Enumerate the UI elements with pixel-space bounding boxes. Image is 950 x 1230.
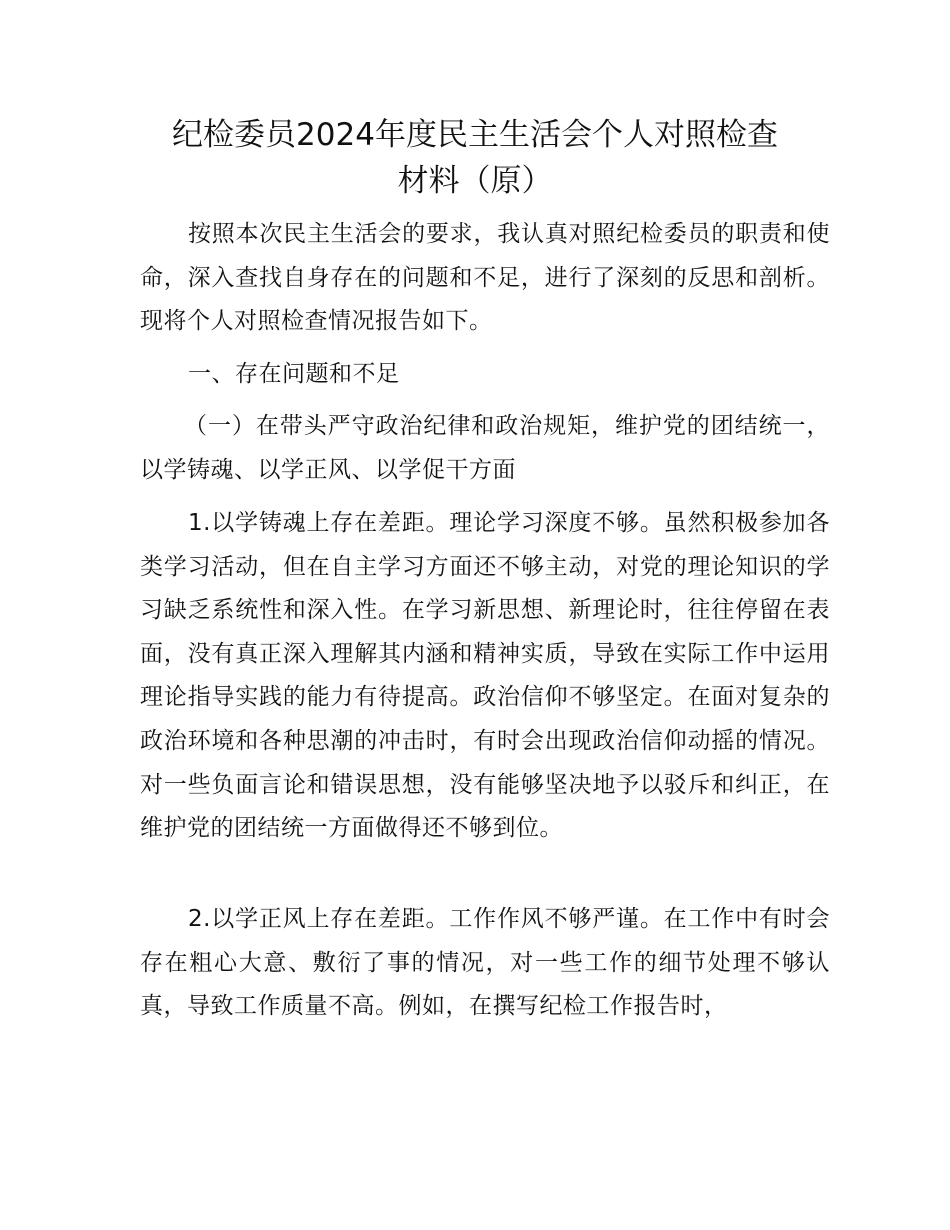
item-paragraph-2: 2.以学正风上存在差距。工作作风不够严谨。在工作中有时会存在粗心大意、敷衍了事的情况，对一些工作的细节处理不够认真，导致工作质量不高。例如，在撰写纪检工作报告时， <box>140 906 830 1020</box>
section-heading-1: 一、存在问题和不足 <box>188 361 400 387</box>
document-title <box>120 112 830 204</box>
document-title-line-1: 纪检委员2024年度民主生活会个人对照检查 <box>172 117 778 153</box>
subsection-heading-1: （一）在带头严守政治纪律和政治规矩，维护党的团结统一，以学铸魂、以学正风、以学促干方面 <box>140 413 830 483</box>
document-title-line-2: 材料（原） <box>397 163 553 199</box>
intro-paragraph: 按照本次民主生活会的要求，我认真对照纪检委员的职责和使命，深入查找自身存在的问题和不足，进行了深刻的反思和剖析。现将个人对照检查情况报告如下。 <box>140 221 830 335</box>
item-paragraph-1: 1.以学铸魂上存在差距。理论学习深度不够。虽然积极参加各类学习活动，但在自主学习方面还不够主动，对党的理论知识的学习缺乏系统性和深入性。在学习新思想、新理论时，往往停留在表面，没有真正深入理解其内涵和精神实质，导致在实际工作中运用理论指导实践的能力有待提高。政治信仰不够坚定。在面对复杂的政治环境和各种思潮的冲击时，有时会出现政治信仰动摇的情况。对一些负面言论和错误思想，没有能够坚决地予以驳斥和纠正，在维护党的团结统一方面做得还不够到位。 <box>140 510 830 842</box>
